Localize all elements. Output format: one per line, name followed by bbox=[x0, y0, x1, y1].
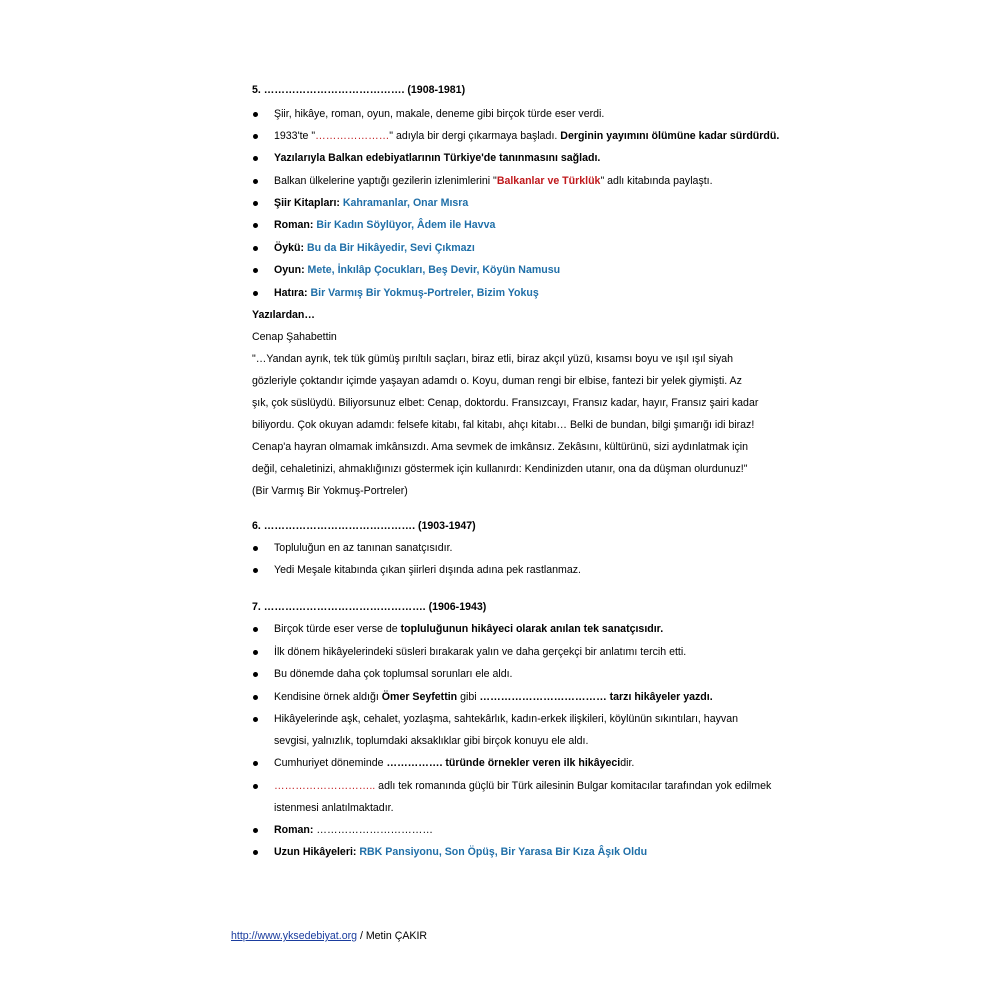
s7-item-7: ……………………….. adlı tek romanında güçlü bir Türk ailesinin Bulgar komitacılar tarafından yok edilmek bbox=[274, 780, 772, 792]
quote-line: şık, çok süslüydü. Biliyorsunuz elbet: Cenap, doktordu. Fransızcayı, Fransız kadar, hayır, Fransız şairi kadar bbox=[252, 397, 759, 409]
bullet-icon bbox=[253, 627, 258, 632]
quote-line: biliyordu. Çok okuyan adamdı: felsefe kitabı, fal kitabı, ahçı kitabı… Belki de bundan, bilgi şımarığı idi biraz! bbox=[252, 419, 755, 431]
quote-line: "…Yandan ayrık, tek tük gümüş pırıltılı saçları, biraz etli, biraz akçıl yüzü, kısamsı boyu ve ışıl ışıl siyah bbox=[252, 353, 734, 365]
bullet-icon bbox=[253, 784, 258, 789]
bullet-icon bbox=[253, 761, 258, 766]
s7-item-7-cont: istenmesi anlatılmaktadır. bbox=[274, 802, 394, 814]
quote-title: Cenap Şahabettin bbox=[252, 331, 337, 343]
s7-item-5-cont: sevgisi, yalnızlık, toplumdaki aksaklıklar gibi birçok konuyu ele aldı. bbox=[274, 735, 589, 747]
section-7-heading: 7. ………………………………………. (1906-1943) bbox=[252, 601, 487, 613]
quote-line: değil, cehaletinizi, ahmaklığınızı göstermek için kullanırdı: Kendinizden utanır, ona da düşman olurdunuz!" bbox=[252, 463, 748, 475]
section-6-heading: 6. ……………………………………. (1903-1947) bbox=[252, 520, 476, 532]
s7-item-2: İlk dönem hikâyelerindeki süsleri bırakarak yalın ve daha gerçekçi bir anlatımı tercih etti. bbox=[274, 646, 687, 658]
s7-item-3: Bu dönemde daha çok toplumsal sorunları ele aldı. bbox=[274, 668, 513, 680]
bullet-icon bbox=[253, 268, 258, 273]
s5-story: Öykü: Bu da Bir Hikâyedir, Sevi Çıkmazı bbox=[274, 242, 475, 254]
s5-item-2: 1933'te "…………………" adıyla bir dergi çıkarmaya başladı. Derginin yayımını ölümüne kadar sürdürdü. bbox=[274, 130, 780, 142]
s5-item-4: Balkan ülkelerine yaptığı gezilerin izlenimlerini "Balkanlar ve Türklük" adlı kitabında paylaştı. bbox=[274, 175, 713, 187]
bullet-icon bbox=[253, 717, 258, 722]
bullet-icon bbox=[253, 650, 258, 655]
bullet-icon bbox=[253, 850, 258, 855]
section-5-heading: 5. …………………………………. (1908-1981) bbox=[252, 84, 466, 96]
s5-memoir: Hatıra: Bir Varmış Bir Yokmuş-Portreler, Bizim Yokuş bbox=[274, 287, 539, 299]
s7-item-6: Cumhuriyet döneminde ……………. türünde örnekler veren ilk hikâyecidir. bbox=[274, 757, 635, 769]
s7-item-1: Birçok türde eser verse de topluluğunun hikâyeci olarak anılan tek sanatçısıdır. bbox=[274, 623, 664, 635]
s5-poetry-books: Şiir Kitapları: Kahramanlar, Onar Mısra bbox=[274, 197, 469, 209]
bullet-icon bbox=[253, 546, 258, 551]
s6-item-2: Yedi Meşale kitabında çıkan şiirleri dışında adına pek rastlanmaz. bbox=[274, 564, 581, 576]
s7-item-4: Kendisine örnek aldığı Ömer Seyfettin gibi ……………………………… tarzı hikâyeler yazdı. bbox=[274, 691, 713, 703]
quote-source: (Bir Varmış Bir Yokmuş-Portreler) bbox=[252, 485, 408, 497]
bullet-icon bbox=[253, 179, 258, 184]
footer-author: / Metin ÇAKIR bbox=[357, 930, 428, 942]
bullet-icon bbox=[253, 672, 258, 677]
footer bbox=[231, 929, 427, 943]
bullet-icon bbox=[253, 291, 258, 296]
bullet-icon bbox=[253, 695, 258, 700]
bullet-icon bbox=[253, 246, 258, 251]
s5-item-3: Yazılarıyla Balkan edebiyatlarının Türkiye'de tanınmasını sağladı. bbox=[274, 152, 601, 164]
s5-item-1: Şiir, hikâye, roman, oyun, makale, deneme gibi birçok türde eser verdi. bbox=[274, 108, 605, 120]
bullet-icon bbox=[253, 156, 258, 161]
writings-heading: Yazılardan… bbox=[252, 309, 315, 321]
s6-item-1: Topluluğun en az tanınan sanatçısıdır. bbox=[274, 542, 453, 554]
bullet-icon bbox=[253, 223, 258, 228]
quote-line: gözleriyle çoktandır içimde yaşayan adamdı o. Koyu, duman rengi bir elbise, fantezi bir yelek giymişti. Az bbox=[252, 375, 742, 387]
s7-long-stories: Uzun Hikâyeleri: RBK Pansiyonu, Son Öpüş, Bir Yarasa Bir Kıza Âşık Oldu bbox=[274, 846, 648, 858]
s5-play: Oyun: Mete, İnkılâp Çocukları, Beş Devir, Köyün Namusu bbox=[274, 264, 561, 276]
quote-line: Cenap'a hayran olmamak imkânsızdı. Ama sevmek de imkânsız. Zekâsını, kültürünü, sizi aydınlatmak için bbox=[252, 441, 749, 453]
s5-novel: Roman: Bir Kadın Söylüyor, Âdem ile Havva bbox=[274, 219, 496, 231]
s7-item-5: Hikâyelerinde aşk, cehalet, yozlaşma, sahtekârlık, kadın-erkek ilişkileri, köylünün sıkıntıları, hayvan bbox=[274, 713, 738, 725]
bullet-icon bbox=[253, 828, 258, 833]
bullet-icon bbox=[253, 201, 258, 206]
bullet-icon bbox=[253, 134, 258, 139]
bullet-icon bbox=[253, 568, 258, 573]
website-link[interactable]: http://www.yksedebiyat.org bbox=[231, 930, 358, 942]
s7-novel: Roman: …………………………… bbox=[274, 824, 433, 836]
bullet-icon bbox=[253, 112, 258, 117]
